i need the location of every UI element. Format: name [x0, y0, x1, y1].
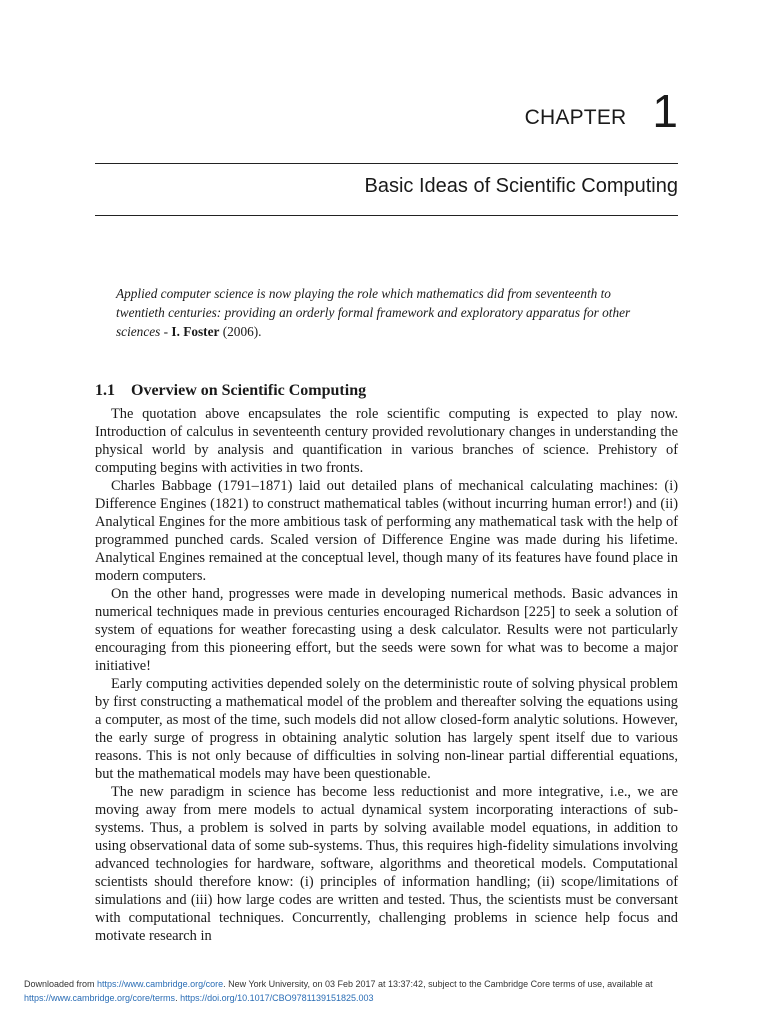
- chapter-title: Basic Ideas of Scientific Computing: [364, 175, 678, 197]
- footer-middle: . New York University, on 03 Feb 2017 at 13:37:42, subject to the Cambridge Core terms of use, available at: [223, 979, 653, 989]
- body-text: [95, 405, 678, 945]
- chapter-label: CHAPTER: [524, 106, 627, 129]
- epigraph-quote: Applied computer science is now playing the role which mathematics did from seventeenth to twentieth centuries: providing an orderly formal framework and exploratory apparatus for other sciences: [116, 286, 631, 339]
- section-number: 1.1: [95, 382, 115, 399]
- paragraph: Charles Babbage (1791–1871) laid out detailed plans of mechanical calculating machines: (i) Difference Engines (1821) to construct mathematical tables (without incurring human error!) and (ii) Analytical Engines for the more ambitious task of performing any mathematical task with the help of programmed punched cards. Scaled version of Difference Engine was made during his lifetime. Analytical Engines remained at the conceptual level, though many of its features have found place in modern computers.: [95, 478, 678, 584]
- paragraph: On the other hand, progresses were made in developing numerical methods. Basic advances in numerical techniques made in previous centuries encouraged Richardson [225] to seek a solution of system of equations for weather forecasting using a desk calculator. Results were not particularly encouraging from this pioneering effort, but the seeds were sown for what was to become a major initiative!: [95, 586, 678, 674]
- download-footer: [24, 977, 724, 1005]
- core-link[interactable]: https://www.cambridge.org/core: [97, 979, 224, 989]
- paragraph: The new paradigm in science has become less reductionist and more integrative, i.e., we are moving away from mere models to actual dynamical system incorporating interactions of sub-systems. Thus, a problem is solved in parts by solving available model equations, in addition to using observational data of some sub-systems. Thus, this requires high-fidelity simulations involving advanced technologies for hardware, software, algorithms and theoretical models. Computational scientists should therefore know: (i) principles of information handling; (ii) scope/limitations of simulations and (iii) how large codes are written and tested. Thus, the scientists must be conversant with computational techniques. Concurrently, challenging problems in science help focus and motivate research in: [95, 784, 678, 944]
- section-title: Overview on Scientific Computing: [131, 382, 367, 399]
- chapter-number: 1: [652, 85, 678, 137]
- bottom-rule: [95, 215, 678, 216]
- footer-separator: .: [175, 993, 181, 1003]
- chapter-heading: [95, 85, 678, 137]
- paragraph: Early computing activities depended solely on the deterministic route of solving physical problem by first constructing a mathematical model of the problem and thereafter solving the equations using a computer, as most of the time, such models did not allow closed-form analytic solutions. However, the early surge of progress in obtaining analytic solution has largely spent itself due to various reasons. This is not only because of difficulties in solving non-linear partial differential equations, but the mathematical models may have been questionable.: [95, 676, 678, 782]
- epigraph-year: (2006).: [219, 324, 262, 339]
- footer-prefix: Downloaded from: [24, 979, 98, 989]
- epigraph-author: I. Foster: [171, 324, 220, 339]
- paragraph: The quotation above encapsulates the role scientific computing is expected to play now. Introduction of calculus in seventeenth century provided revolutionary changes in understanding the physical world by analysis and quantification in various branches of science. Prehistory of computing begins with activities in two fronts.: [95, 406, 678, 476]
- terms-link[interactable]: https://www.cambridge.org/core/terms: [24, 993, 176, 1003]
- section-heading: [95, 382, 366, 400]
- top-rule: [95, 163, 678, 164]
- epigraph-separator: -: [160, 324, 172, 339]
- epigraph: [116, 284, 661, 341]
- doi-link[interactable]: https://doi.org/10.1017/CBO9781139151825.003: [180, 993, 374, 1003]
